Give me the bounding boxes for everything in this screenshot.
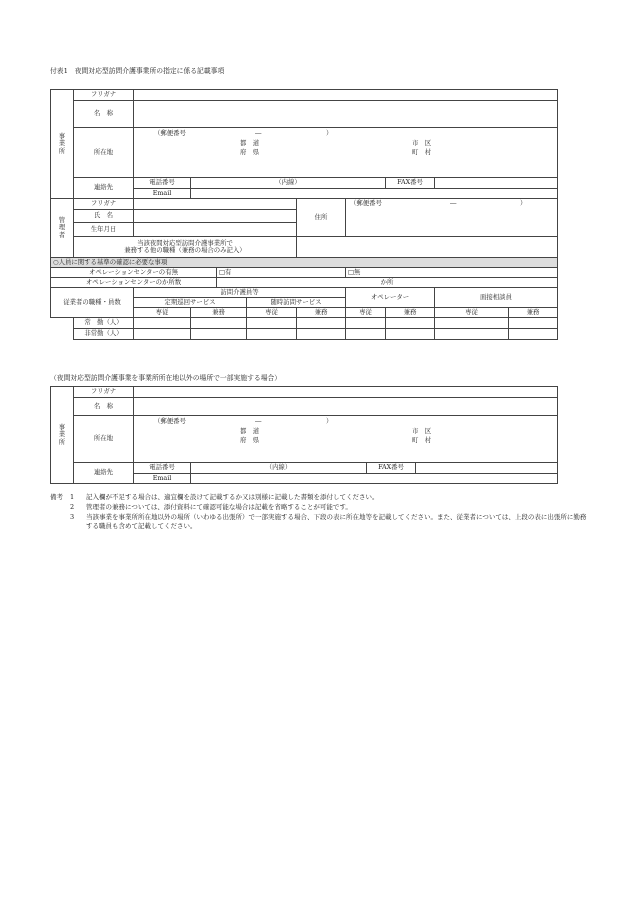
manager-residence-label: 住所 bbox=[297, 199, 346, 237]
city-shiku: 市 区 bbox=[412, 139, 432, 147]
postal-dash: ― bbox=[255, 129, 262, 137]
postal-close: ） bbox=[326, 129, 333, 137]
staff-count-cell[interactable] bbox=[134, 329, 191, 340]
note-item: 2 管理者の兼務については、添付資料にて確認可能な場合は記載を省略することが可能です。 bbox=[70, 502, 352, 511]
staff-count-cell[interactable] bbox=[191, 329, 247, 340]
dedicated-col-header: 専従 bbox=[435, 308, 509, 318]
branch-postal-close: ） bbox=[326, 417, 333, 425]
postal-code-label: （郵便番号 bbox=[154, 129, 186, 137]
staff-count-cell[interactable] bbox=[386, 329, 435, 340]
branch-phone-field[interactable]: （内線） bbox=[191, 463, 367, 474]
manager-birthdate-field[interactable] bbox=[134, 223, 297, 237]
phone-field[interactable]: （内線） bbox=[191, 178, 386, 189]
notes-heading: 備考 bbox=[50, 493, 63, 501]
office-address-field[interactable] bbox=[134, 128, 558, 178]
concurrent-col-header: 兼務 bbox=[191, 308, 247, 318]
staff-role-label: 従業者の職種・員数 bbox=[51, 288, 134, 318]
manager-furigana-label: フリガナ bbox=[74, 199, 134, 210]
scheduled-service-header: 定期巡回サービス bbox=[134, 298, 247, 308]
staff-count-cell[interactable] bbox=[191, 318, 247, 329]
notes-section bbox=[50, 493, 590, 532]
center-count-field[interactable]: か所 bbox=[217, 278, 558, 288]
staff-count-cell[interactable] bbox=[297, 318, 346, 329]
branch-email-field[interactable] bbox=[191, 474, 558, 484]
manager-group-label: 管 理 者 bbox=[51, 199, 74, 258]
office-name-label: 名 称 bbox=[74, 101, 134, 128]
manager-name-label: 氏 名 bbox=[74, 210, 134, 223]
part-time-staff-label: 非常勤（人） bbox=[74, 329, 134, 340]
branch-fax-label: FAX番号 bbox=[367, 463, 416, 474]
branch-fax-field[interactable] bbox=[416, 463, 558, 474]
operator-center-yes-checkbox[interactable]: □有 bbox=[217, 268, 346, 278]
staff-count-cell[interactable] bbox=[435, 329, 509, 340]
branch-contact-label: 連絡先 bbox=[74, 463, 134, 484]
staff-count-cell[interactable] bbox=[346, 318, 386, 329]
manager-residence-field[interactable] bbox=[346, 199, 558, 237]
branch-group-label: 事 業 所 bbox=[51, 387, 74, 484]
document-title: 付表1 夜間対応型訪問介護事業所の指定に係る記載事項 bbox=[50, 67, 225, 75]
manager-concurrent-label: 当該夜間対応型訪問介護事業所で 兼務する他の職種（兼務の場合のみ記入） bbox=[74, 237, 297, 258]
office-furigana-label: フリガナ bbox=[74, 90, 134, 101]
branch-address-field[interactable] bbox=[134, 416, 558, 463]
prefecture-todo: 都 道 bbox=[240, 139, 260, 147]
staff-count-cell[interactable] bbox=[346, 329, 386, 340]
manager-postal-close: ） bbox=[520, 199, 527, 207]
table-spacer bbox=[51, 329, 74, 340]
branch-postal-dash: ― bbox=[255, 417, 262, 425]
interviewer-header: 面接相談員 bbox=[435, 288, 558, 308]
branch-name-label: 名 称 bbox=[74, 398, 134, 416]
office-contact-label: 連絡先 bbox=[74, 178, 134, 199]
branch-form-table bbox=[50, 386, 558, 484]
staff-count-cell[interactable] bbox=[247, 318, 297, 329]
manager-furigana-field[interactable] bbox=[134, 199, 297, 210]
branch-section-title: （夜間対応型訪問介護事業を事業所所在地以外の場所で一部実施する場合） bbox=[50, 374, 282, 382]
branch-email-label: Email bbox=[134, 474, 191, 484]
staff-count-cell[interactable] bbox=[134, 318, 191, 329]
manager-postal-label: （郵便番号 bbox=[350, 199, 382, 207]
branch-name-field[interactable] bbox=[134, 398, 558, 416]
branch-city-shiku: 市 区 bbox=[412, 427, 432, 435]
manager-name-field[interactable] bbox=[134, 210, 297, 223]
prefecture-fuken: 府 県 bbox=[240, 148, 260, 156]
manager-birthdate-label: 生年月日 bbox=[74, 223, 134, 237]
regular-staff-label: 常 勤（人） bbox=[74, 318, 134, 329]
operator-center-label: オペレーションセンターの有無 bbox=[51, 268, 217, 278]
staff-count-cell[interactable] bbox=[247, 329, 297, 340]
dedicated-col-header: 専従 bbox=[134, 308, 191, 318]
home-care-staff-header: 訪問介護員等 bbox=[134, 288, 346, 298]
concurrent-col-header: 兼務 bbox=[509, 308, 558, 318]
office-name-field[interactable] bbox=[134, 101, 558, 128]
branch-phone-label: 電話番号 bbox=[134, 463, 191, 474]
operator-center-no-checkbox[interactable]: □無 bbox=[346, 268, 558, 278]
office-furigana-field[interactable] bbox=[134, 90, 558, 101]
dedicated-col-header: 専従 bbox=[346, 308, 386, 318]
main-form-table bbox=[50, 89, 558, 340]
fax-label: FAX番号 bbox=[386, 178, 435, 189]
city-chouson: 町 村 bbox=[412, 148, 432, 156]
email-field[interactable] bbox=[191, 189, 558, 199]
manager-postal-dash: ― bbox=[450, 199, 457, 207]
criteria-section-header: ○人員に関する基準の確認に必要な事項 bbox=[51, 258, 558, 268]
concurrent-col-header: 兼務 bbox=[386, 308, 435, 318]
email-label: Email bbox=[134, 189, 191, 199]
office-address-label: 所在地 bbox=[74, 128, 134, 178]
phone-label: 電話番号 bbox=[134, 178, 191, 189]
branch-prefecture-fuken: 府 県 bbox=[240, 436, 260, 444]
branch-furigana-field[interactable] bbox=[134, 387, 558, 398]
operator-header: オペレーター bbox=[346, 288, 435, 308]
dedicated-col-header: 専従 bbox=[247, 308, 297, 318]
note-item: 備考 1 記入欄が不足する場合は、適宜欄を設けて記載するか又は別様に記載した書類を添付してください。 bbox=[50, 493, 379, 501]
manager-concurrent-field[interactable] bbox=[297, 237, 558, 258]
staff-count-cell[interactable] bbox=[386, 318, 435, 329]
office-group-label: 事 業 所 bbox=[51, 90, 74, 199]
note-item: 3 当該事業を事業所所在地以外の場所（いわゆる出張所）で一部実施する場合、下段の表に所在地等を記載してください。また、従業者については、上段の表に出張所に勤務する職員も含めて記載してください。 bbox=[70, 512, 587, 531]
concurrent-col-header: 兼務 bbox=[297, 308, 346, 318]
branch-furigana-label: フリガナ bbox=[74, 387, 134, 398]
branch-address-label: 所在地 bbox=[74, 416, 134, 463]
branch-city-chouson: 町 村 bbox=[412, 436, 432, 444]
staff-count-cell[interactable] bbox=[297, 329, 346, 340]
staff-count-cell[interactable] bbox=[509, 329, 558, 340]
branch-prefecture-todo: 都 道 bbox=[240, 427, 260, 435]
staff-count-cell[interactable] bbox=[509, 318, 558, 329]
staff-count-cell[interactable] bbox=[435, 318, 509, 329]
branch-postal-label: （郵便番号 bbox=[154, 417, 186, 425]
on-demand-service-header: 随時訪問サービス bbox=[247, 298, 346, 308]
table-spacer bbox=[51, 318, 74, 329]
fax-field[interactable] bbox=[435, 178, 558, 189]
center-count-label: オペレーションセンターのか所数 bbox=[51, 278, 217, 288]
